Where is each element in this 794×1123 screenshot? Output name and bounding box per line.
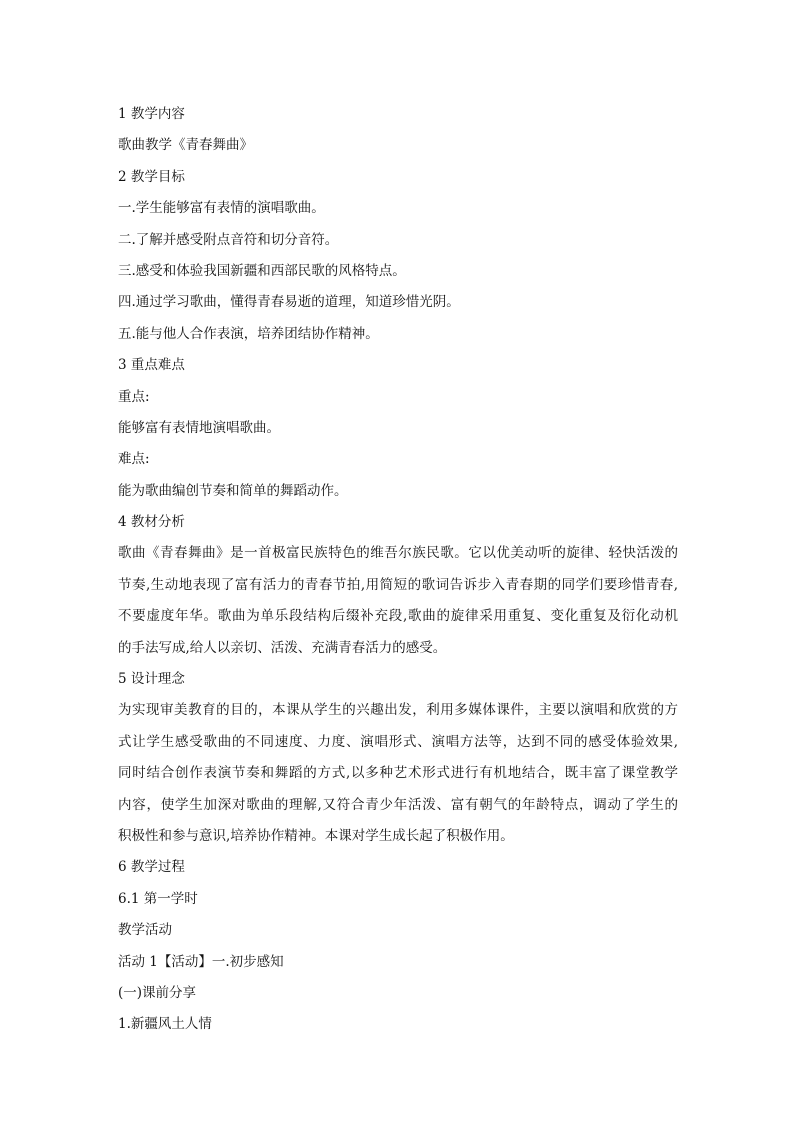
- paragraph-line: 内容，使学生加深对歌曲的理解,又符合青少年活泼、富有朝气的年龄特点，调动了学生的: [118, 796, 678, 813]
- paragraph-line: 式让学生感受歌曲的不同速度、力度、演唱形式、演唱方法等，达到不同的感受体验效果,: [118, 733, 678, 750]
- paragraph-line: 不要虚度年华。歌曲为单乐段结构后缀补充段,歌曲的旋律采用重复、变化重复及衍化动机: [118, 608, 678, 625]
- goal-item: 四.通过学习歌曲，懂得青春易逝的道理，知道珍惜光阴。: [118, 294, 460, 311]
- section-heading-teaching-content: 1 教学内容: [118, 106, 185, 122]
- section-heading-teaching-goals: 2 教学目标: [118, 168, 185, 185]
- paragraph-line: 的手法写成,给人以亲切、活泼、充满青春活力的感受。: [118, 639, 447, 656]
- activity-1-heading: 活动 1【活动】一.初步感知: [118, 953, 284, 970]
- paragraph-line: 同时结合创作表演节奏和舞蹈的方式,以多种艺术形式进行有机地结合，既丰富了课堂教学: [118, 765, 678, 782]
- key-point-label: 重点:: [118, 388, 150, 405]
- goal-item: 一.学生能够富有表情的演唱歌曲。: [118, 200, 325, 217]
- goal-item: 五.能与他人合作表演，培养团结协作精神。: [118, 325, 379, 342]
- design-concept-paragraph: [118, 695, 678, 852]
- paragraph-line: 节奏,生动地表现了富有活力的青春节拍,用简短的歌词告诉步入青春期的同学们要珍惜青春,: [118, 576, 678, 593]
- paragraph-line: 为实现审美教育的目的，本课从学生的兴趣出发，利用多媒体课件，主要以演唱和欣赏的方: [118, 702, 678, 719]
- paragraph-line: 积极性和参与意识,培养协作精神。本课对学生成长起了积极作用。: [118, 827, 514, 844]
- difficult-point-label: 难点:: [118, 451, 150, 468]
- xinjiang-customs-item: 1.新疆风土人情: [118, 1016, 212, 1033]
- teaching-activity-title: 教学活动: [118, 922, 172, 939]
- section-heading-design-concept: 5 设计理念: [118, 671, 185, 688]
- material-analysis-paragraph: [118, 538, 678, 664]
- paragraph-line: 歌曲《青春舞曲》是一首极富民族特色的维吾尔族民歌。它以优美动听的旋律、轻快活泼的: [118, 545, 678, 562]
- key-point-text: 能够富有表情地演唱歌曲。: [118, 419, 280, 436]
- section-heading-teaching-process: 6 教学过程: [118, 859, 185, 876]
- section-heading-material-analysis: 4 教材分析: [118, 514, 185, 531]
- goal-item: 二.了解并感受附点音符和切分音符。: [118, 231, 339, 248]
- subsection-first-lesson: 6.1 第一学时: [118, 890, 198, 907]
- teaching-content-text: 歌曲教学《青春舞曲》: [118, 137, 253, 154]
- section-heading-key-difficult-points: 3 重点难点: [118, 357, 185, 374]
- pre-class-sharing-heading: (一)课前分享: [118, 984, 197, 1001]
- difficult-point-text: 能为歌曲编创节奏和简单的舞蹈动作。: [118, 482, 348, 499]
- goal-item: 三.感受和体验我国新疆和西部民歌的风格特点。: [118, 262, 406, 279]
- document-page: [118, 99, 678, 1041]
